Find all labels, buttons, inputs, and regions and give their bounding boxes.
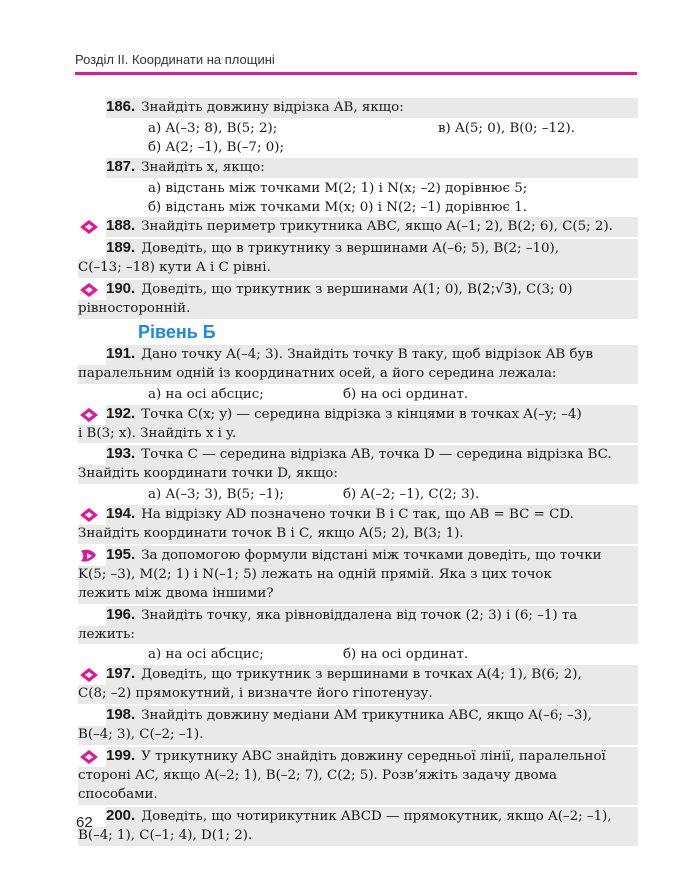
problem-text: Дано точку A(–4; 3). Знайдіть точку B таку, щоб відрізок AB був	[141, 346, 593, 362]
problem-187-option-a-row	[78, 180, 638, 199]
problem-186	[78, 98, 638, 118]
option-a: а) відстань між точками M(2; 1) і N(x; –2) дорівнює 5;	[148, 180, 528, 196]
difficulty-marker-icon	[78, 507, 100, 523]
problem-text: Точка C(x; y) — середина відрізка з кінцями в точках A(–y; –4)	[141, 406, 582, 422]
problem-188	[78, 217, 638, 237]
problem-number: 188.	[106, 217, 136, 235]
section-heading: Рівень Б	[138, 321, 216, 342]
problem-number: 192.	[106, 404, 136, 422]
problem-number: 187.	[106, 157, 136, 175]
problem-199	[78, 747, 638, 805]
problem-text-cont: C(–13; –18) кути A і C рівні.	[78, 259, 638, 278]
problem-189	[78, 239, 638, 278]
problem-number: 196.	[106, 605, 136, 623]
problem-text: За допомогою формули відстані між точками доведіть, що точки	[141, 547, 602, 563]
chapter-header: Розділ ІІ. Координати на площині	[75, 52, 275, 67]
problem-number: 200.	[106, 806, 136, 824]
problem-number: 198.	[106, 706, 136, 724]
option-b: б) A(–2; –1), C(2; 3).	[343, 487, 480, 503]
sqrt-expression: (2;√3),	[476, 282, 522, 298]
problem-number: 193.	[106, 445, 136, 463]
problem-196	[78, 606, 638, 645]
option-a: а) A(–3; 3), B(5; –1);	[148, 487, 284, 503]
problem-200	[78, 807, 638, 846]
option-b: б) на осі ординат.	[343, 647, 469, 663]
problem-text: Знайдіть точку, яка рівновіддалена від точок (2; 3) і (6; –1) та	[141, 607, 578, 623]
problem-198	[78, 706, 638, 745]
option-a: а) на осі абсцис;	[148, 386, 264, 402]
problem-number: 189.	[106, 239, 136, 257]
problem-197	[78, 665, 638, 704]
difficulty-marker-icon	[78, 219, 100, 235]
problem-text-cont: лежить:	[78, 626, 638, 645]
problem-text: Доведіть, що в трикутнику з вершинами A(–6; 5), B(2; –10),	[141, 241, 560, 257]
problem-text-cont: Знайдіть координати точок B і C, якщо A(5; 2), B(3; 1).	[78, 525, 638, 544]
problem-text-cont: рівносторонній.	[78, 300, 638, 319]
problem-190	[78, 280, 638, 319]
problem-193-options	[78, 486, 638, 505]
problem-text: Доведіть, що трикутник з вершинами A(1; 0), B	[141, 282, 477, 298]
problem-191	[78, 345, 638, 384]
problem-text-cont: лежить між двома іншими?	[78, 585, 638, 604]
option-b: б) A(2; –1), B(–7; 0);	[148, 139, 284, 155]
problem-191-options	[78, 386, 638, 405]
problem-text-cont: стороні AC, якщо A(–2; 1), B(–2; 7), C(2; 5). Розв’яжіть задачу двома	[78, 767, 638, 786]
problem-text-cont: K(5; –3), M(2; 1) і N(–1; 5) лежать на одній прямій. Яка з цих точок	[78, 566, 638, 585]
page-number: 62	[76, 814, 93, 831]
difficulty-marker-icon	[78, 282, 100, 298]
difficulty-marker-icon	[78, 407, 100, 423]
option-a: а) A(–3; 8), B(5; 2);	[148, 120, 278, 136]
problem-text: Знайдіть довжину відрізка AB, якщо:	[141, 100, 404, 115]
problem-text-cont: Знайдіть координати точки D, якщо:	[78, 465, 638, 484]
problem-text-cont: способами.	[78, 786, 638, 805]
problem-186-options-2	[78, 139, 638, 158]
problem-194	[78, 505, 638, 544]
option-c: в) A(5; 0), B(0; –12).	[438, 120, 576, 136]
problem-text-cont: паралельним одній із координатних осей, а його середина лежала:	[78, 365, 638, 384]
problem-193	[78, 445, 638, 484]
advanced-marker-icon	[78, 548, 100, 564]
problem-number: 197.	[106, 665, 136, 683]
problem-number: 194.	[106, 505, 136, 523]
problem-text: Знайдіть x, якщо:	[141, 159, 265, 175]
problem-number: 186.	[106, 98, 136, 115]
problem-text-tail: C(3; 0)	[521, 282, 573, 298]
problem-text: Точка C — середина відрізка AB, точка D — середина відрізка BC.	[141, 447, 612, 463]
problem-186-options	[78, 120, 638, 139]
problem-text: У трикутнику ABC знайдіть довжину середньої лінії, паралельної	[141, 749, 606, 764]
problem-195	[78, 546, 638, 604]
problem-text-cont: B(–4; 3), C(–2; –1).	[78, 726, 638, 745]
problem-text: Знайдіть довжину медіани AM трикутника ABC, якщо A(–6; –3),	[141, 708, 592, 724]
header-divider	[75, 72, 637, 75]
problem-187	[78, 158, 638, 178]
problem-text-cont: B(–4; 1), C(–1; 4), D(1; 2).	[78, 827, 638, 846]
problem-196-options	[78, 646, 638, 665]
difficulty-marker-icon	[78, 667, 100, 683]
problem-number: 190.	[106, 280, 136, 298]
option-b: б) на осі ординат.	[343, 386, 469, 402]
problem-list	[78, 98, 638, 848]
problem-192	[78, 405, 638, 444]
problem-text-cont: і B(3; x). Знайдіть x і y.	[78, 425, 638, 444]
problem-number: 191.	[106, 344, 136, 362]
problem-text: Доведіть, що чотирикутник ABCD — прямокутник, якщо A(–2; –1),	[141, 808, 612, 824]
problem-text-cont: C(8; –2) прямокутний, і визначте його гіпотенузу.	[78, 685, 638, 704]
option-b: б) відстань між точками M(x; 0) і N(2; –1) дорівнює 1.	[148, 199, 528, 215]
problem-text: На відрізку AD позначено точки B і C так, що AB = BC = CD.	[141, 507, 574, 523]
problem-number: 195.	[106, 545, 136, 563]
option-a: а) на осі абсцис;	[148, 647, 264, 663]
problem-number: 199.	[106, 747, 136, 764]
difficulty-marker-icon	[78, 749, 100, 765]
problem-text: Доведіть, що трикутник з вершинами в точках A(4; 1), B(6; 2),	[141, 667, 582, 683]
problem-text: Знайдіть периметр трикутника ABC, якщо A(–1; 2), B(2; 6), C(5; 2).	[141, 219, 613, 235]
problem-187-option-b-row	[78, 199, 638, 218]
